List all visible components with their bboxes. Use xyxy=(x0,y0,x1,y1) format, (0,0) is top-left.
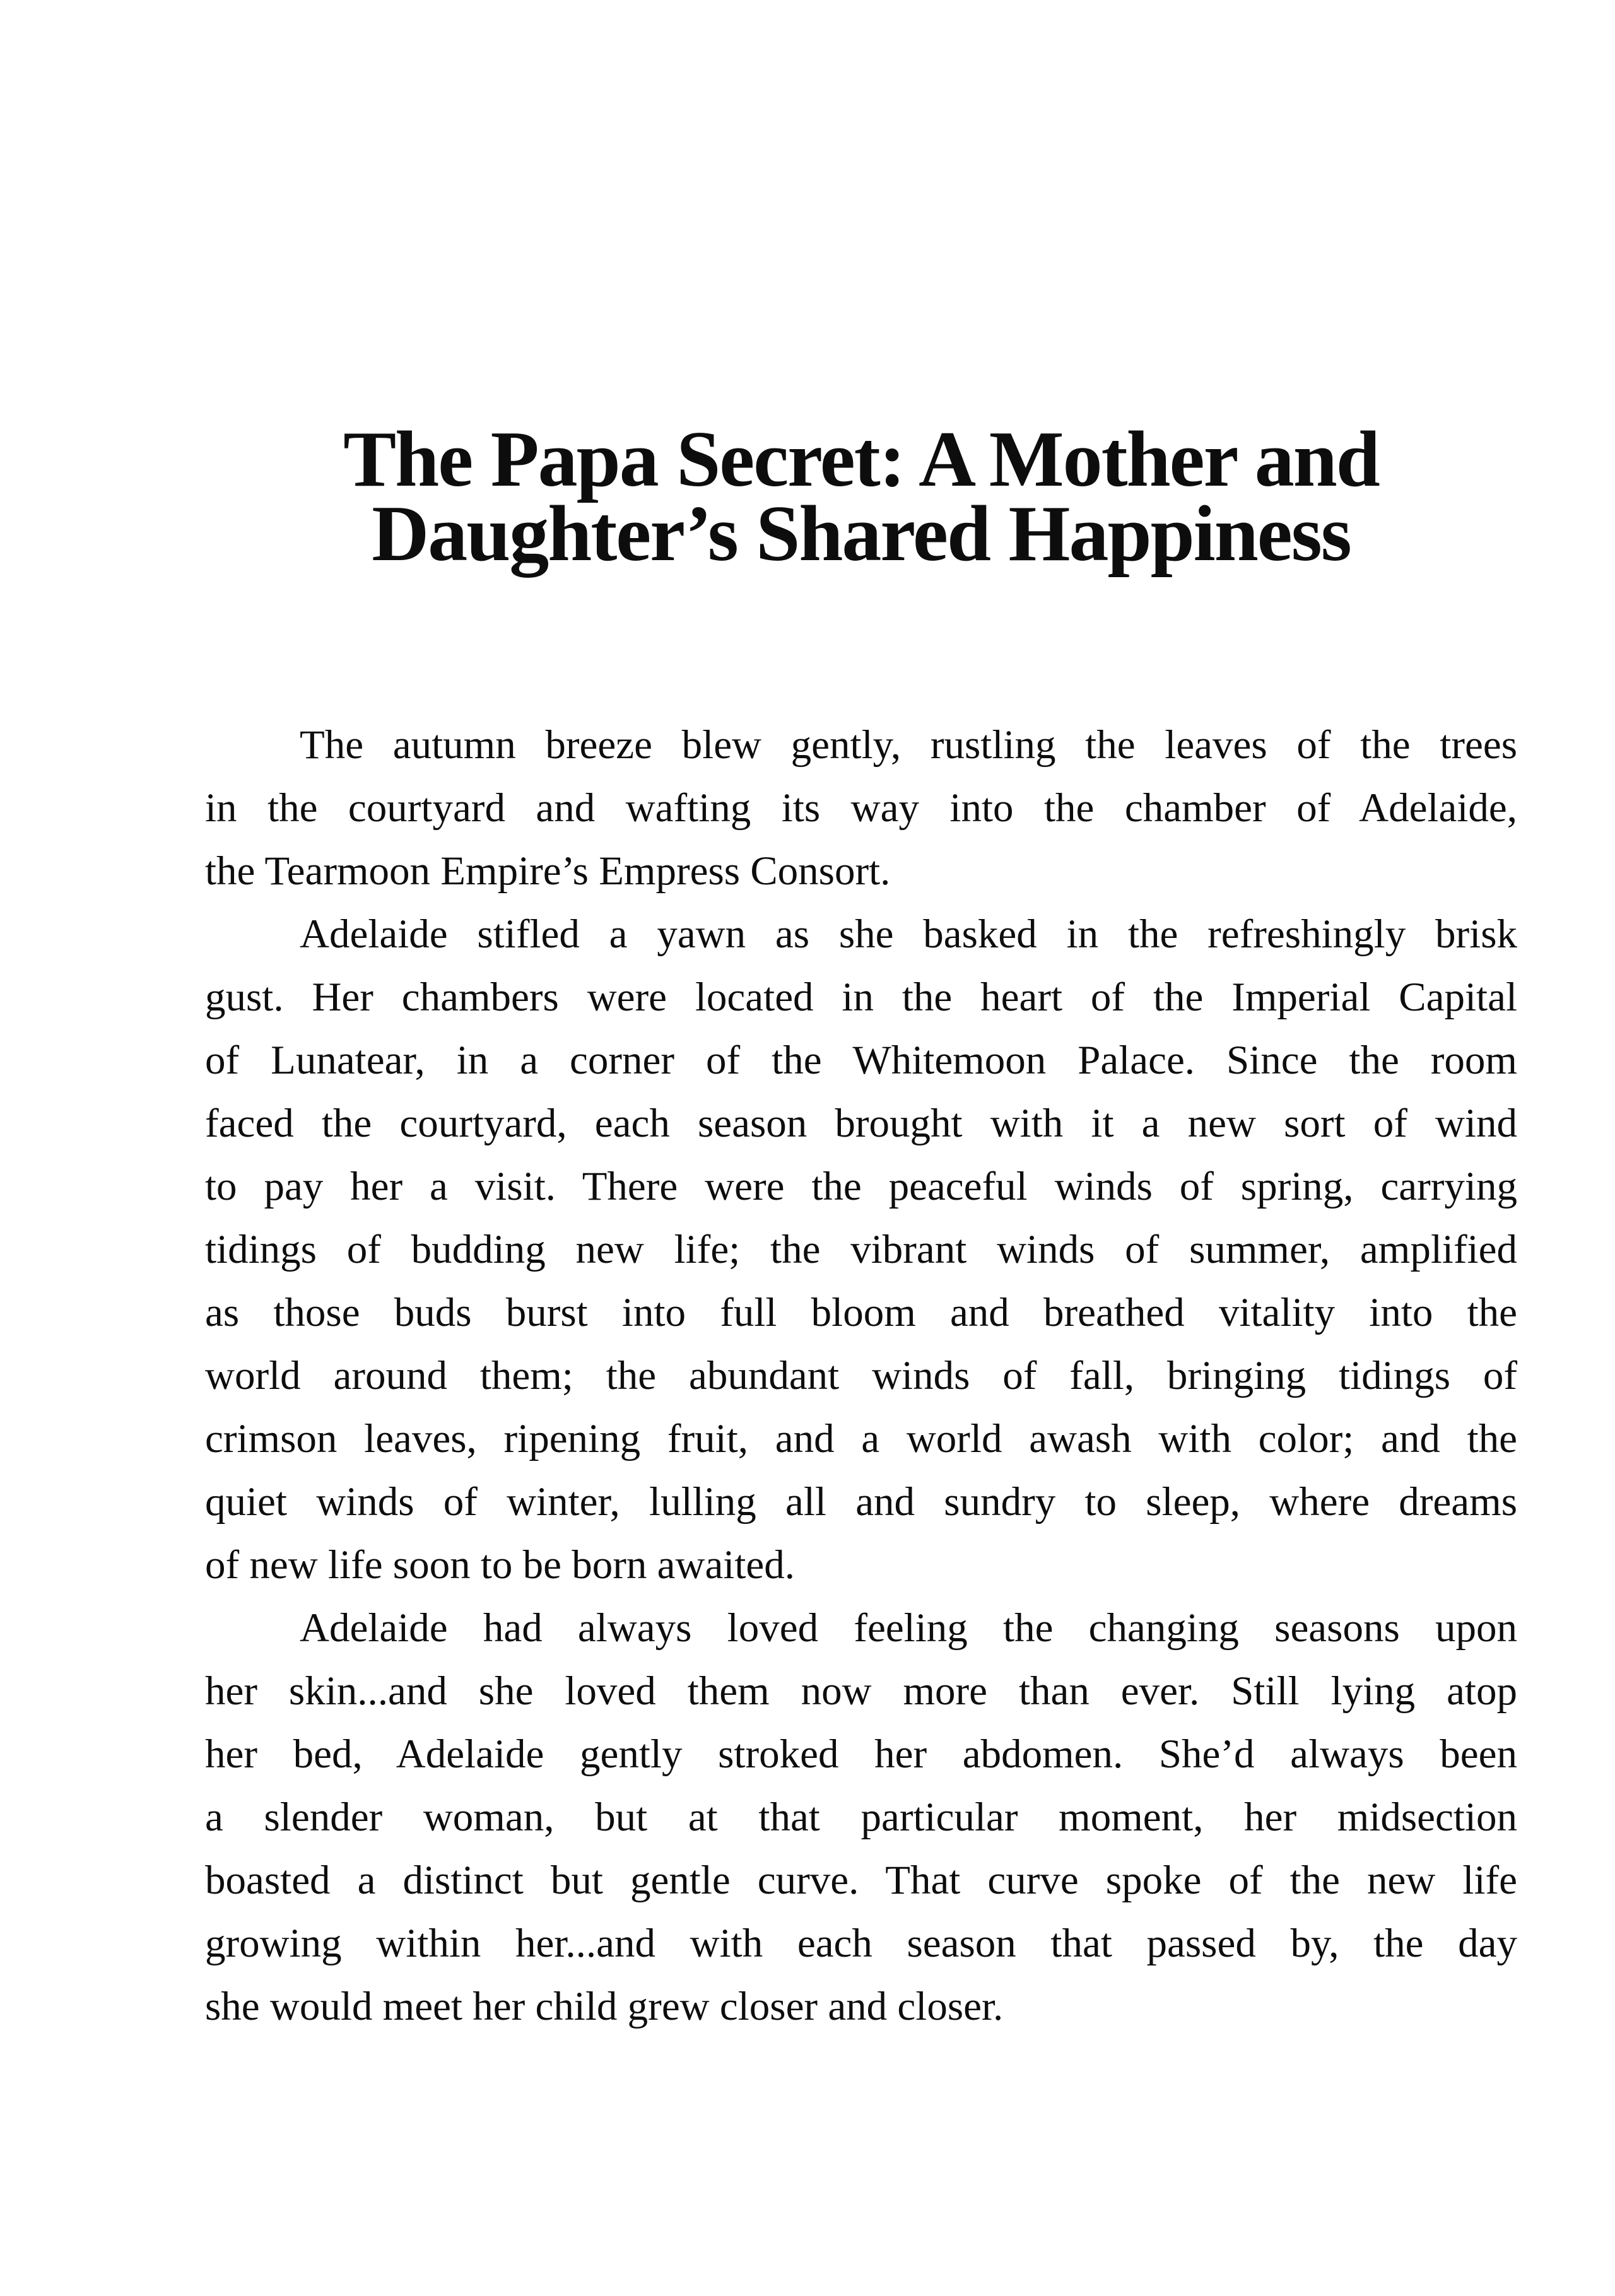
paragraph-1-line-1: The autumn breeze blew gently, rustling the leaves of the trees xyxy=(300,722,1517,768)
paragraph-2-line-7: as those buds burst into full bloom and breathed vitality into the xyxy=(205,1290,1517,1335)
body-text xyxy=(205,713,1517,2038)
paragraph-2-line-1: Adelaide stifled a yawn as she basked in the refreshingly brisk xyxy=(300,911,1517,957)
paragraph-3-line-1: Adelaide had always loved feeling the changing seasons upon xyxy=(300,1605,1517,1651)
paragraph-2-line-3: of Lunatear, in a corner of the Whitemoon Palace. Since the room xyxy=(205,1038,1517,1083)
paragraph-2-line-8: world around them; the abundant winds of fall, bringing tidings of xyxy=(205,1353,1517,1398)
chapter-title-line-2: Daughter’s Shared Happiness xyxy=(372,490,1351,578)
paragraph-2-line-10: quiet winds of winter, lulling all and sundry to sleep, where dreams xyxy=(205,1479,1517,1525)
paragraph-2-line-6: tidings of budding new life; the vibrant winds of summer, amplified xyxy=(205,1227,1517,1272)
chapter-title-line-1: The Papa Secret: A Mother and xyxy=(343,416,1379,503)
paragraph-2-line-2: gust. Her chambers were located in the heart of the Imperial Capital xyxy=(205,975,1517,1020)
paragraph-3-line-4: a slender woman, but at that particular moment, her midsection xyxy=(205,1795,1517,1840)
paragraph-3-line-2: her skin...and she loved them now more than ever. Still lying atop xyxy=(205,1668,1517,1714)
paragraph-1-line-2: in the courtyard and wafting its way into the chamber of Adelaide, xyxy=(205,785,1517,831)
paragraph-3-line-6: growing within her...and with each season that passed by, the day xyxy=(205,1921,1517,1966)
paragraph-1-line-3: the Tearmoon Empire’s Empress Consort. xyxy=(205,848,891,894)
paragraph-2-line-9: crimson leaves, ripening fruit, and a world awash with color; and the xyxy=(205,1416,1517,1461)
paragraph-3-line-5: boasted a distinct but gentle curve. That curve spoke of the new life xyxy=(205,1858,1517,1903)
paragraph-3-line-7: she would meet her child grew closer and closer. xyxy=(205,1984,1004,2029)
paragraph-2-line-5: to pay her a visit. There were the peaceful winds of spring, carrying xyxy=(205,1164,1517,1209)
paragraph-2-line-11: of new life soon to be born awaited. xyxy=(205,1542,796,1588)
paragraph-3-line-3: her bed, Adelaide gently stroked her abdomen. She’d always been xyxy=(205,1731,1517,1777)
paragraph-2-line-4: faced the courtyard, each season brought with it a new sort of wind xyxy=(205,1101,1517,1146)
chapter-title xyxy=(205,416,1517,578)
